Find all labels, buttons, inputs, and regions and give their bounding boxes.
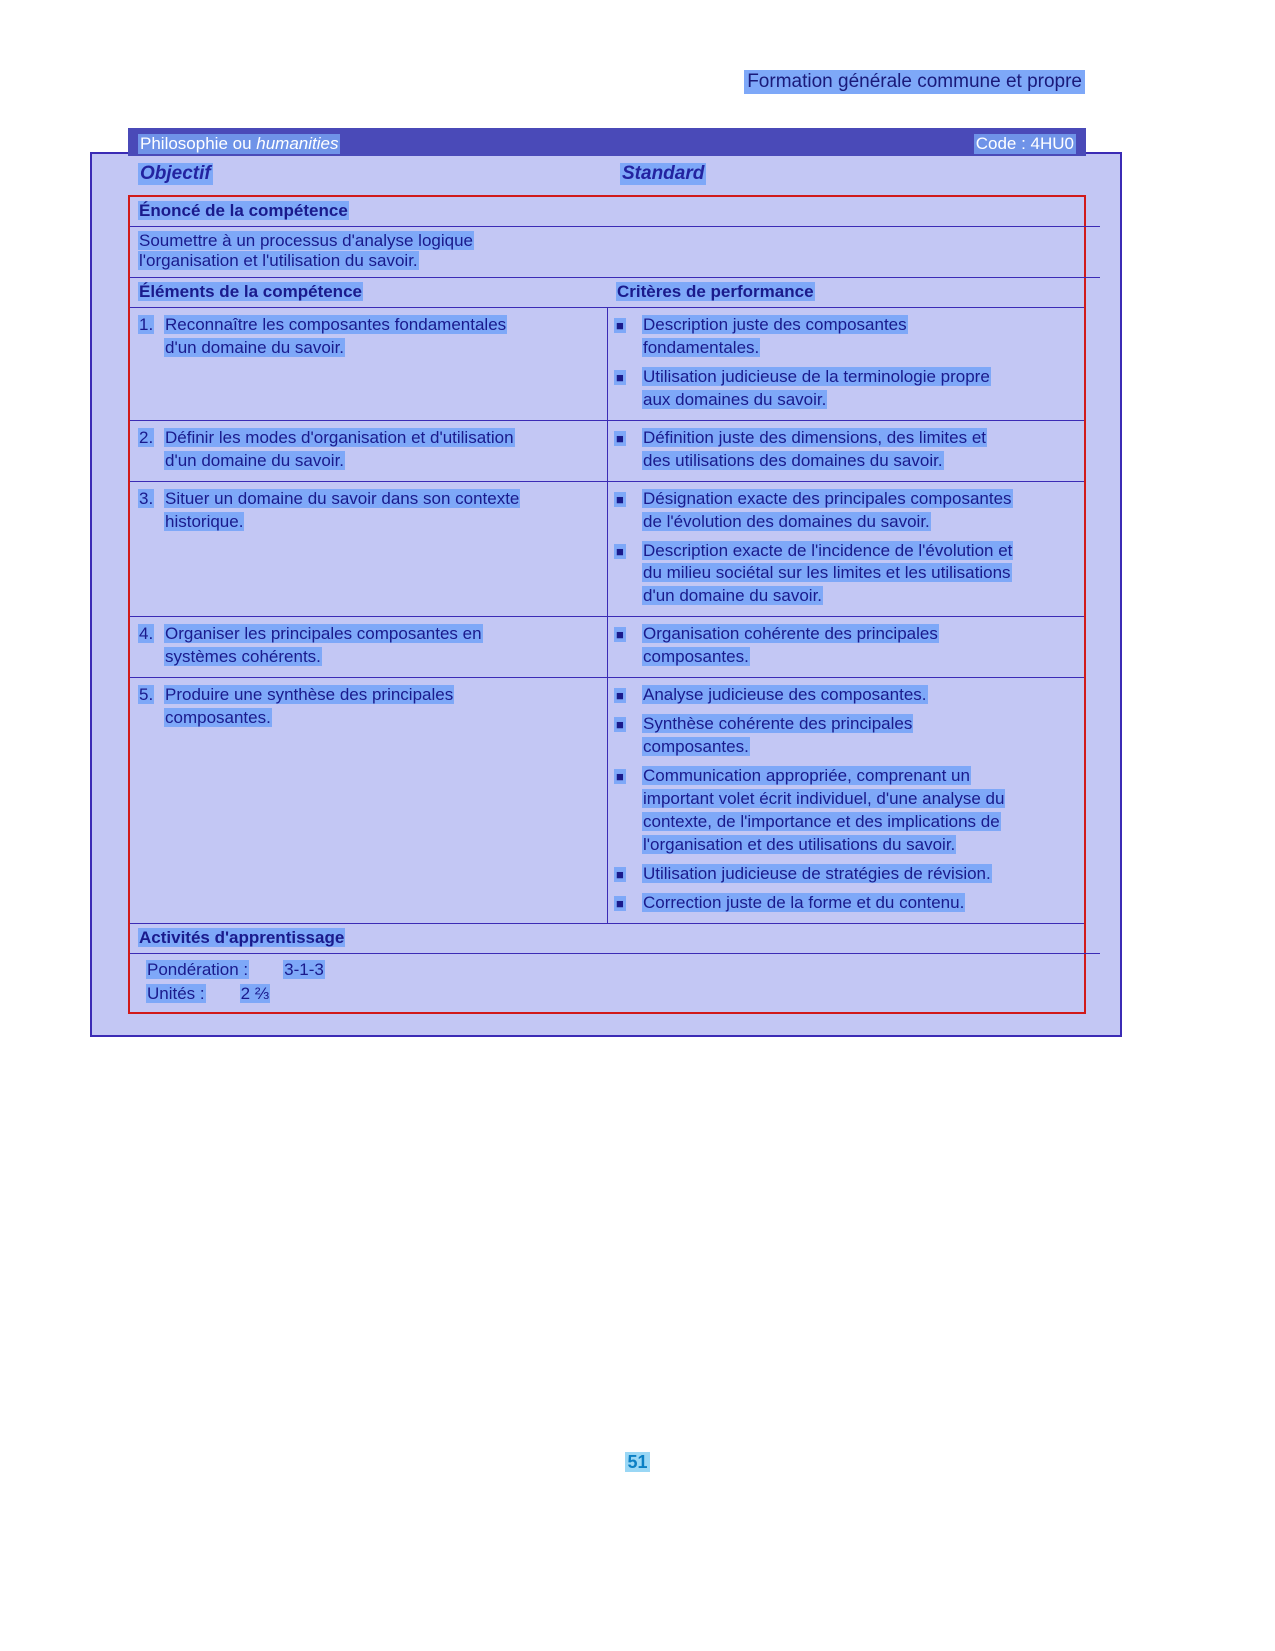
element-item <box>138 623 599 669</box>
element-item <box>138 684 599 730</box>
criterion-text: Utilisation judicieuse de stratégies de révision. <box>643 863 991 883</box>
bullet-icon: ■ <box>616 369 624 385</box>
element-cell <box>130 421 608 481</box>
element-cell <box>130 482 608 617</box>
element-number: 3. <box>139 488 154 508</box>
criteria-cell <box>608 421 1084 481</box>
criterion-text: Désignation exacte des principales composantes de l'évolution des domaines du savoir. <box>643 488 1012 531</box>
page-number: 51 <box>627 1452 648 1472</box>
running-head: Formation générale commune et propre <box>744 70 1085 94</box>
criterion-text: Description exacte de l'incidence de l'évolution et du milieu sociétal sur les limites et les utilisations d'un domaine du savoir. <box>643 540 1013 606</box>
activities-details <box>130 954 1100 1012</box>
element-text: Situer un domaine du savoir dans son contexte historique. <box>165 488 520 531</box>
element-item <box>138 427 599 473</box>
column-headings <box>128 160 1086 190</box>
criterion-text: Analyse judicieuse des composantes. <box>643 685 927 705</box>
bullet-icon: ■ <box>616 895 624 911</box>
course-title <box>138 134 340 154</box>
course-title-italic: humanities <box>256 133 339 153</box>
criterion-text: Description juste des composantes fondamentales. <box>643 315 907 357</box>
elements-header-cell <box>130 278 608 307</box>
bullet-icon: ■ <box>616 866 624 882</box>
ponderation-label: Pondération : <box>147 959 249 979</box>
bullet-icon: ■ <box>616 627 624 643</box>
criterion-item <box>614 765 1076 857</box>
table-row <box>130 421 1084 482</box>
activities-label-row <box>130 924 1100 954</box>
statement-line-1: Soumettre à un processus d'analyse logique <box>139 231 474 250</box>
criterion-text: Utilisation judicieuse de la terminologie propre aux domaines du savoir. <box>643 366 990 409</box>
criterion-text: Définition juste des dimensions, des limites et des utilisations des domaines du savoir. <box>643 427 986 470</box>
element-text: Reconnaître les composantes fondamentales d'un domaine du savoir. <box>165 315 507 357</box>
elements-header: Éléments de la compétence <box>139 282 362 301</box>
bullet-icon: ■ <box>616 491 624 507</box>
criterion-item <box>614 892 1076 915</box>
element-cell <box>130 617 608 677</box>
bullet-icon: ■ <box>616 318 624 333</box>
criterion-item <box>614 488 1076 534</box>
table-row <box>130 678 1084 923</box>
criterion-item <box>614 427 1076 473</box>
ponderation-value: 3-1-3 <box>284 959 324 979</box>
criteria-cell <box>608 678 1084 922</box>
heading-standard: Standard <box>622 163 705 184</box>
criterion-text: Organisation cohérente des principales composantes. <box>643 624 938 667</box>
element-number: 5. <box>139 685 154 705</box>
criterion-item <box>614 623 1076 669</box>
criterion-item <box>614 684 1076 707</box>
element-cell <box>130 678 608 922</box>
course-title-bar <box>128 128 1086 156</box>
table-row <box>130 482 1084 618</box>
element-cell <box>130 308 608 420</box>
criteria-cell <box>608 482 1084 617</box>
ponderation-row <box>138 958 1092 982</box>
criterion-text: Communication appropriée, comprenant un important volet écrit individuel, d'une analyse du contexte, de l'importance et des implications de l'organisation et des utilisations du savoir. <box>643 766 1005 854</box>
criterion-item <box>614 366 1076 412</box>
criterion-item <box>614 540 1076 609</box>
criteria-header-cell <box>608 278 1084 307</box>
element-text: Organiser les principales composantes en systèmes cohérents. <box>165 624 482 667</box>
criteria-header: Critères de performance <box>617 282 814 301</box>
criterion-item <box>614 713 1076 759</box>
heading-objectif: Objectif <box>140 163 211 184</box>
criterion-item <box>614 863 1076 886</box>
competency-table <box>128 195 1086 1014</box>
criteria-cell <box>608 308 1084 420</box>
statement-line-2: l'organisation et l'utilisation du savoir. <box>139 251 418 270</box>
units-value: 2 ⅔ <box>240 983 269 1003</box>
bullet-icon: ■ <box>616 430 624 446</box>
element-item <box>138 314 599 360</box>
element-item <box>138 488 599 534</box>
criterion-text: Synthèse cohérente des principales composantes. <box>643 714 913 757</box>
bullet-icon: ■ <box>616 717 624 733</box>
element-number: 1. <box>139 315 154 334</box>
activities-label: Activités d'apprentissage <box>139 927 345 947</box>
statement-text <box>130 227 1100 278</box>
bullet-icon: ■ <box>616 769 624 784</box>
bullet-icon: ■ <box>616 543 624 559</box>
table-column-headers <box>130 278 1084 308</box>
criterion-text: Correction juste de la forme et du contenu. <box>643 892 965 912</box>
criterion-item <box>614 314 1076 360</box>
statement-label: Énoncé de la compétence <box>139 201 348 220</box>
element-number: 2. <box>139 427 154 447</box>
course-code: Code : 4HU0 <box>975 133 1074 153</box>
bullet-icon: ■ <box>616 688 624 704</box>
element-text: Produire une synthèse des principales composantes. <box>165 685 454 728</box>
criteria-cell <box>608 617 1084 677</box>
statement-label-row <box>130 197 1100 227</box>
element-number: 4. <box>139 624 154 644</box>
table-row <box>130 617 1084 678</box>
course-title-prefix: Philosophie ou <box>140 133 257 153</box>
element-text: Définir les modes d'organisation et d'utilisation d'un domaine du savoir. <box>165 427 514 470</box>
units-label: Unités : <box>147 983 205 1003</box>
units-row <box>138 982 1092 1006</box>
table-row <box>130 308 1084 421</box>
